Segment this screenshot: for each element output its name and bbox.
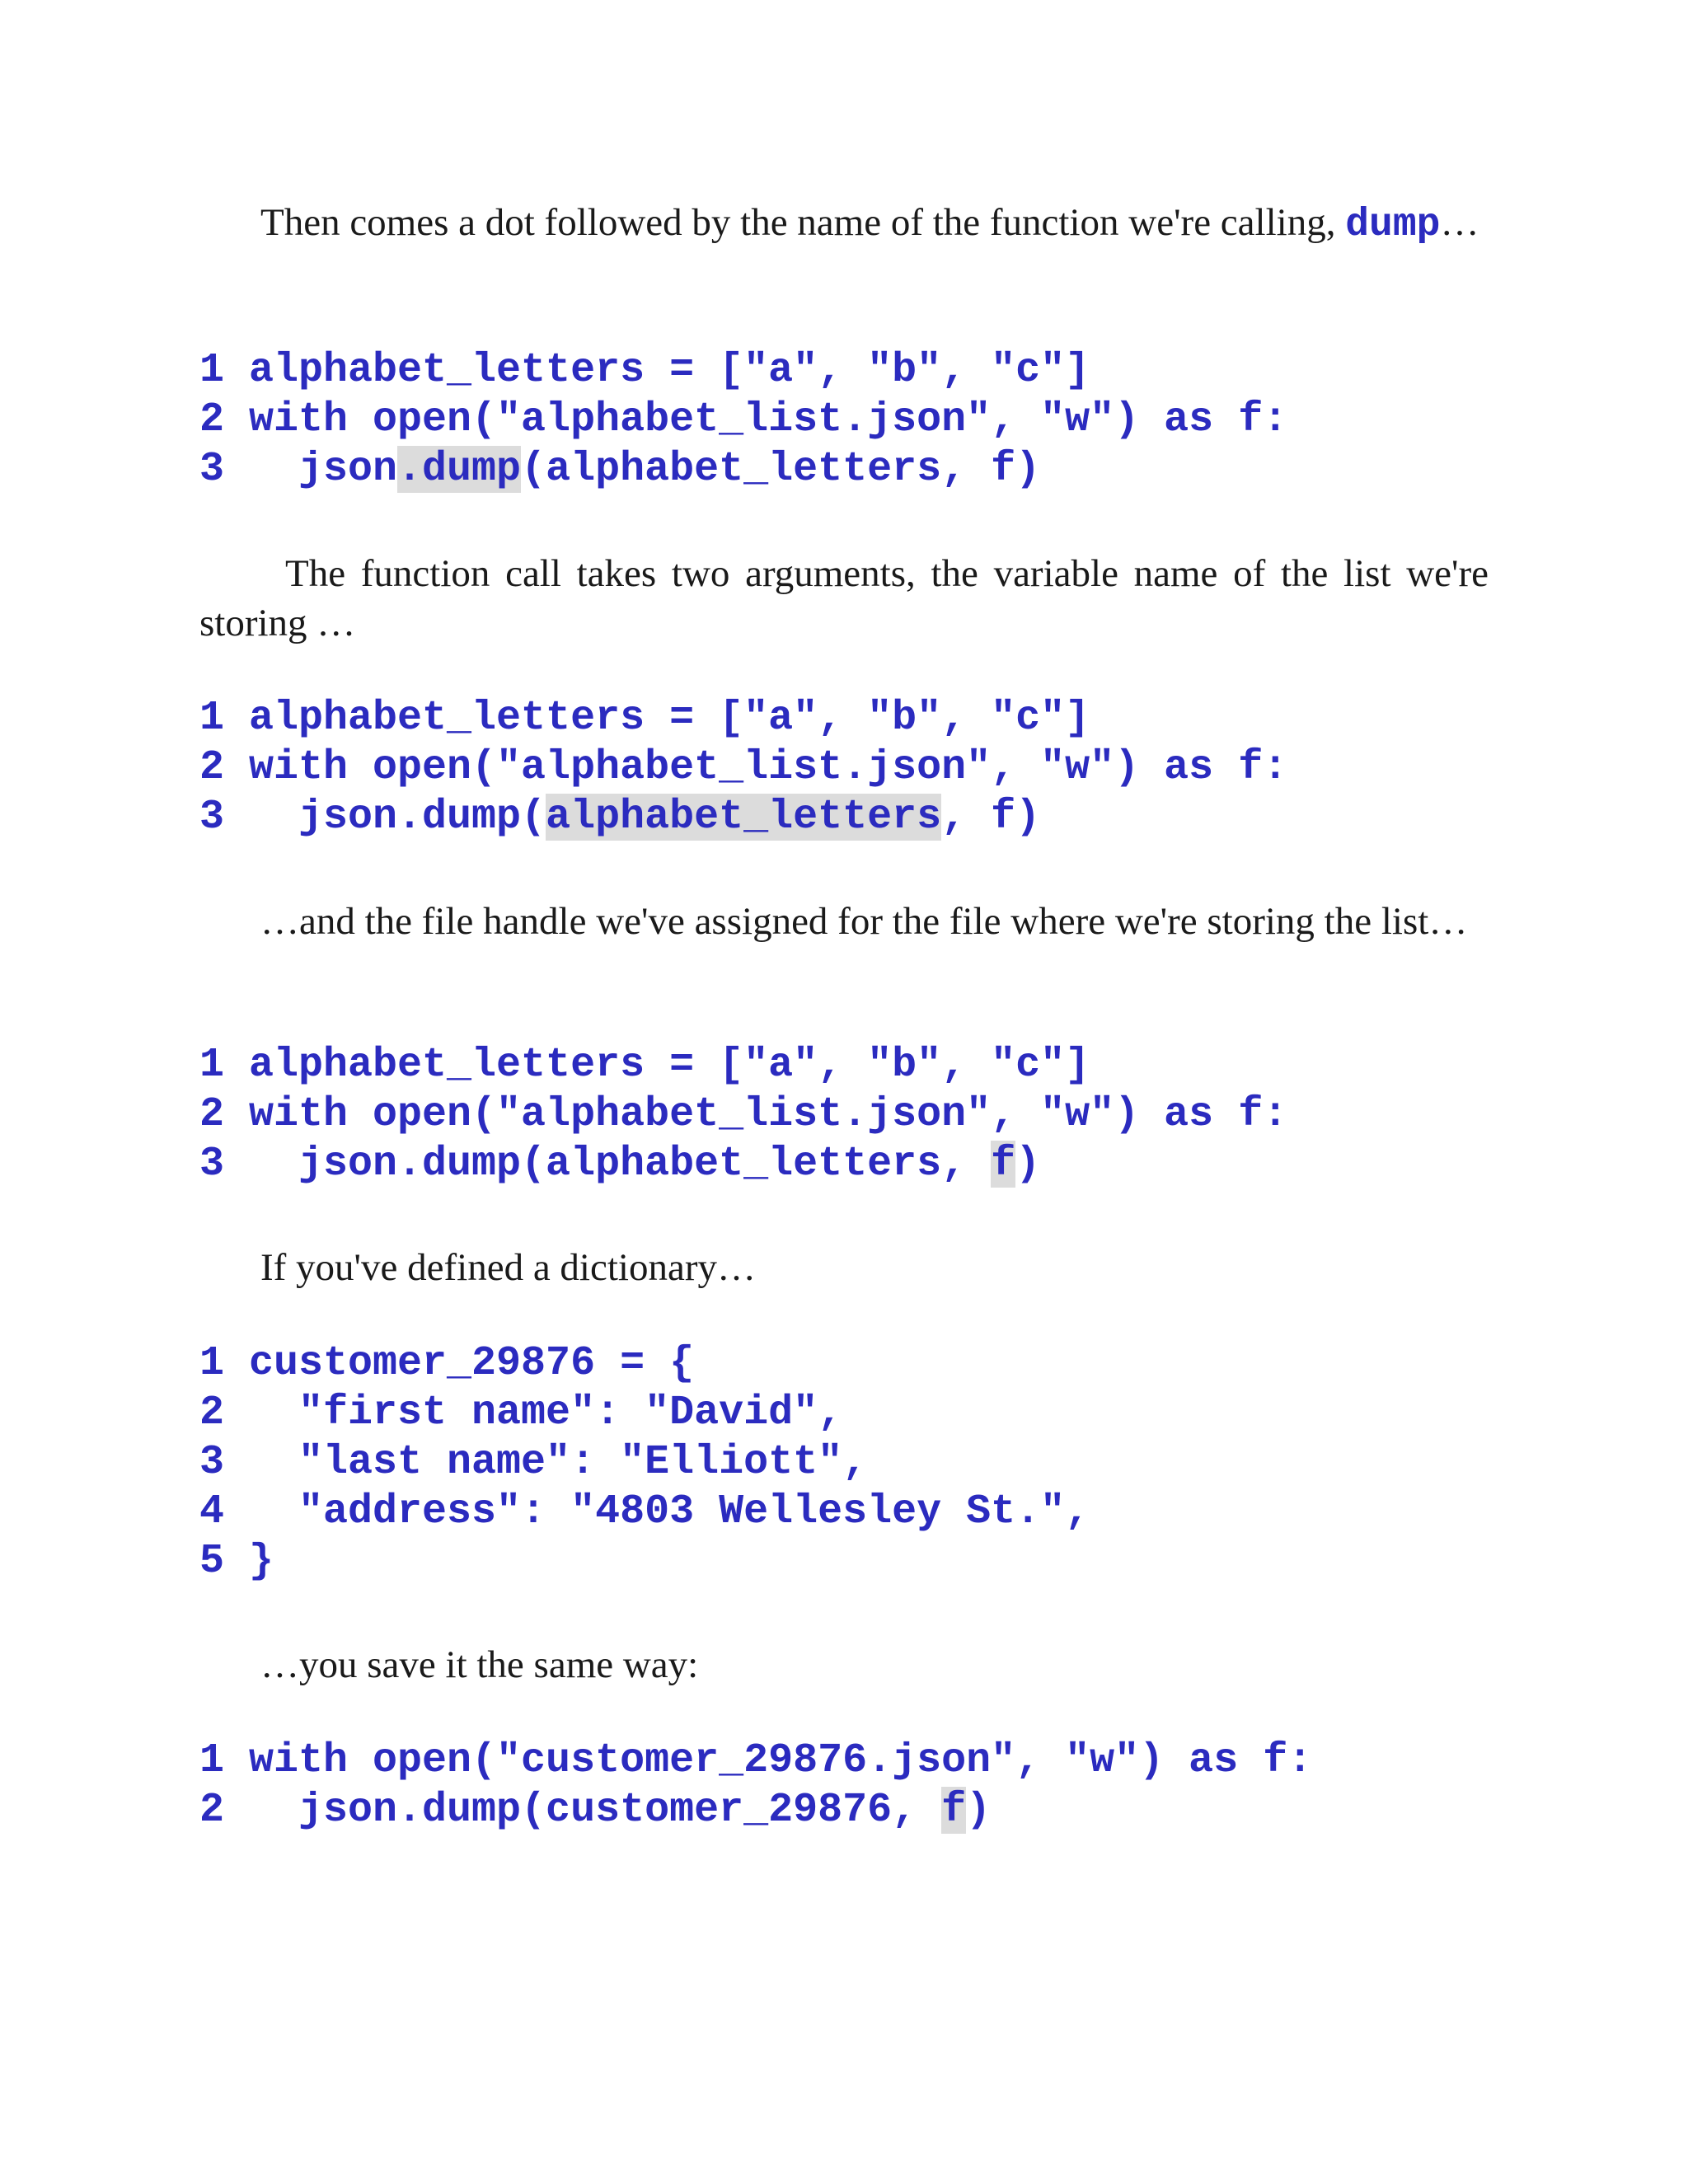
code-text: "address": "4803 Wellesley St.",	[249, 1488, 1090, 1535]
code-line	[199, 445, 1518, 494]
paragraph-ellipsis: …	[1440, 201, 1479, 244]
code-block-4	[199, 1339, 1518, 1586]
line-number: 2	[199, 1787, 225, 1834]
line-number: 1	[199, 1042, 225, 1089]
line-number: 2	[199, 396, 225, 443]
paragraph-file-handle	[199, 897, 1489, 946]
code-text: with open("customer_29876.json", "w") as f:	[249, 1737, 1313, 1784]
line-number: 3	[199, 794, 225, 841]
paragraph-dictionary	[199, 1243, 1489, 1292]
highlighted-code: f	[991, 1141, 1016, 1188]
paragraph-text: The function call takes two arguments, the variable name of the list we're storing …	[199, 552, 1489, 644]
code-text: (alphabet_letters, f)	[521, 446, 1041, 493]
code-block-5	[199, 1736, 1518, 1835]
inline-code-dump: dump	[1345, 203, 1441, 247]
code-line	[199, 396, 1518, 445]
code-text: }	[249, 1538, 274, 1585]
paragraph-two-arguments	[199, 549, 1489, 648]
code-line	[199, 1140, 1518, 1189]
code-line	[199, 1389, 1518, 1438]
code-block-1	[199, 346, 1518, 494]
code-line	[199, 1537, 1518, 1586]
code-text: )	[1015, 1141, 1041, 1188]
paragraph-text: If you've defined a dictionary…	[260, 1246, 756, 1289]
line-number: 5	[199, 1538, 225, 1585]
code-line	[199, 743, 1518, 793]
code-text: alphabet_letters = ["a", "b", "c"]	[249, 347, 1090, 394]
code-text: with open("alphabet_list.json", "w") as f:	[249, 744, 1288, 791]
code-line	[199, 1041, 1518, 1090]
paragraph-text: Then comes a dot followed by the name of the function we're calling,	[260, 201, 1336, 244]
line-number: 1	[199, 347, 225, 394]
line-number: 4	[199, 1488, 225, 1535]
code-text: json.dump(alphabet_letters,	[249, 1141, 992, 1188]
code-line	[199, 793, 1518, 842]
code-text: alphabet_letters = ["a", "b", "c"]	[249, 1042, 1090, 1089]
line-number: 3	[199, 446, 225, 493]
line-number: 2	[199, 1091, 225, 1138]
code-line	[199, 694, 1518, 743]
highlighted-code: alphabet_letters	[546, 794, 942, 841]
line-number: 1	[199, 1340, 225, 1387]
code-text: json.dump(customer_29876,	[249, 1787, 942, 1834]
code-text: customer_29876 = {	[249, 1340, 695, 1387]
code-text: "first name": "David",	[249, 1390, 843, 1436]
line-number: 2	[199, 744, 225, 791]
line-number: 3	[199, 1141, 225, 1188]
code-line	[199, 1786, 1518, 1835]
code-text: with open("alphabet_list.json", "w") as f:	[249, 396, 1288, 443]
paragraph-save-same-way	[199, 1640, 1489, 1690]
code-text: "last name": "Elliott",	[249, 1439, 868, 1486]
line-number: 1	[199, 695, 225, 742]
code-line	[199, 346, 1518, 396]
line-number: 1	[199, 1737, 225, 1784]
code-text: , f)	[941, 794, 1041, 841]
paragraph-intro-dot	[199, 198, 1489, 250]
code-line	[199, 1339, 1518, 1389]
code-line	[199, 1488, 1518, 1537]
paragraph-text: …you save it the same way:	[260, 1643, 699, 1686]
code-text: alphabet_letters = ["a", "b", "c"]	[249, 695, 1090, 742]
code-text: with open("alphabet_list.json", "w") as f:	[249, 1091, 1288, 1138]
highlighted-code: .dump	[397, 446, 522, 493]
line-number: 3	[199, 1439, 225, 1486]
code-block-3	[199, 1041, 1518, 1189]
code-block-2	[199, 694, 1518, 842]
code-text: )	[966, 1787, 992, 1834]
code-line	[199, 1090, 1518, 1140]
paragraph-text: …and the file handle we've assigned for the file where we're storing the list…	[260, 900, 1468, 943]
line-number: 2	[199, 1390, 225, 1436]
highlighted-code: f	[941, 1787, 967, 1834]
code-line	[199, 1438, 1518, 1488]
code-text: json.dump(	[249, 794, 546, 841]
code-line	[199, 1736, 1518, 1786]
code-text: json	[249, 446, 398, 493]
